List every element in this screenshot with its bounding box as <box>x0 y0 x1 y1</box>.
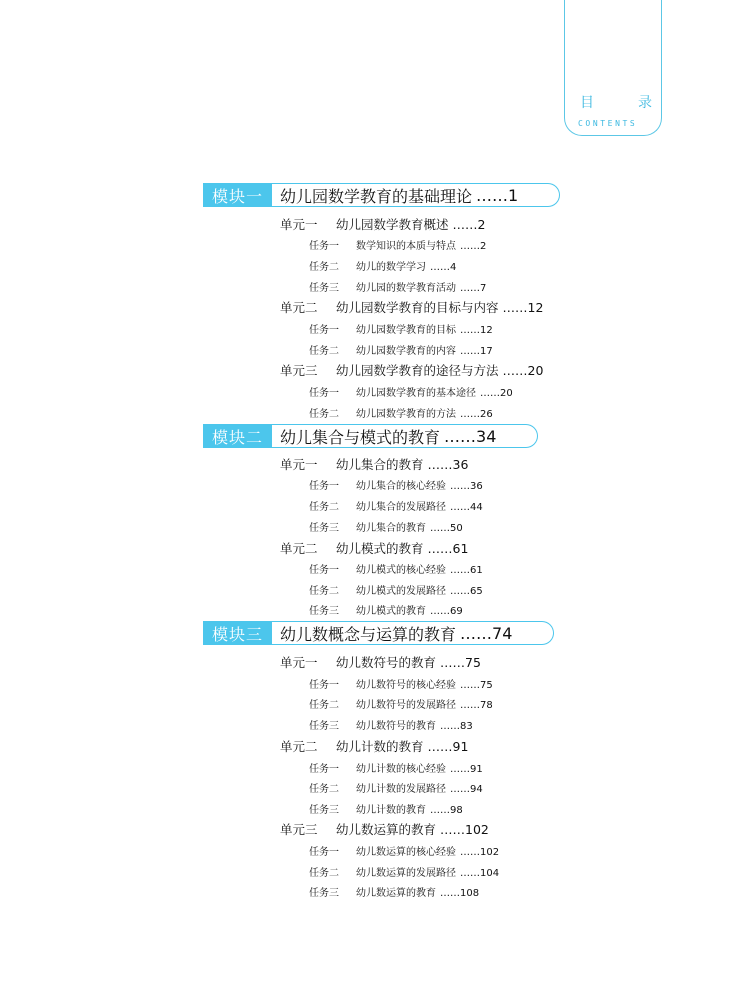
unit-page: ……20 <box>502 363 544 378</box>
task-label: 任务二 <box>309 502 339 513</box>
toc-unit[interactable] <box>280 653 481 671</box>
task-label: 任务二 <box>309 784 339 795</box>
unit-label: 单元三 <box>280 363 318 378</box>
toc-task[interactable] <box>309 561 483 576</box>
task-title: 幼儿数符号的教育 <box>356 721 436 732</box>
task-title: 数学知识的本质与特点 <box>356 241 456 252</box>
task-title: 幼儿数运算的教育 <box>356 888 436 899</box>
unit-page: ……12 <box>502 300 544 315</box>
contents-title-right: 录 <box>638 95 652 111</box>
toc-task[interactable] <box>309 477 483 492</box>
task-title: 幼儿计数的教育 <box>356 805 426 816</box>
task-title: 幼儿数运算的发展路径 <box>356 868 456 879</box>
module-label: 模块二 <box>203 424 272 448</box>
task-title: 幼儿集合的教育 <box>356 523 426 534</box>
task-page: ……78 <box>460 700 493 711</box>
toc-task[interactable] <box>309 279 486 294</box>
task-label: 任务二 <box>309 409 339 420</box>
task-page: ……7 <box>460 283 487 294</box>
unit-label: 单元二 <box>280 739 318 754</box>
task-page: ……36 <box>450 481 483 492</box>
module-label: 模块一 <box>203 183 272 207</box>
task-page: ……26 <box>460 409 493 420</box>
task-page: ……102 <box>460 847 500 858</box>
task-label: 任务三 <box>309 888 339 899</box>
contents-title <box>580 92 652 112</box>
toc-task[interactable] <box>309 884 479 899</box>
unit-label: 单元二 <box>280 541 318 556</box>
unit-label: 单元一 <box>280 217 318 232</box>
unit-title: 幼儿园数学教育的目标与内容 <box>336 300 499 315</box>
task-page: ……65 <box>450 586 483 597</box>
task-label: 任务一 <box>309 680 339 691</box>
task-label: 任务二 <box>309 346 339 357</box>
task-label: 任务二 <box>309 700 339 711</box>
toc-task[interactable] <box>309 676 493 691</box>
task-label: 任务一 <box>309 325 339 336</box>
module-title-text: 幼儿集合与模式的教育 <box>280 427 441 447</box>
task-title: 幼儿园的数学教育活动 <box>356 283 456 294</box>
task-title: 幼儿数符号的核心经验 <box>356 680 456 691</box>
toc-task[interactable] <box>309 405 493 420</box>
toc-unit[interactable] <box>280 737 468 755</box>
task-label: 任务一 <box>309 241 339 252</box>
task-page: ……94 <box>450 784 483 795</box>
toc-task[interactable] <box>309 321 493 336</box>
toc-unit[interactable] <box>280 361 543 379</box>
unit-label: 单元一 <box>280 655 318 670</box>
unit-title: 幼儿数符号的教育 <box>336 655 437 670</box>
toc-task[interactable] <box>309 864 499 879</box>
toc-unit[interactable] <box>280 820 489 838</box>
unit-page: ……91 <box>427 739 469 754</box>
task-title: 幼儿园数学教育的内容 <box>356 346 456 357</box>
task-title: 幼儿模式的教育 <box>356 606 426 617</box>
task-label: 任务二 <box>309 586 339 597</box>
task-page: ……69 <box>430 606 463 617</box>
task-label: 任务一 <box>309 388 339 399</box>
task-page: ……91 <box>450 764 483 775</box>
toc-task[interactable] <box>309 780 483 795</box>
unit-label: 单元二 <box>280 300 318 315</box>
toc-module[interactable] <box>203 183 560 207</box>
contents-header-tab <box>564 0 662 136</box>
unit-page: ……75 <box>440 655 481 670</box>
task-label: 任务三 <box>309 283 339 294</box>
task-label: 任务一 <box>309 847 339 858</box>
task-page: ……12 <box>460 325 493 336</box>
module-title <box>272 183 560 207</box>
task-label: 任务一 <box>309 481 339 492</box>
task-page: ……108 <box>440 888 480 899</box>
task-title: 幼儿模式的核心经验 <box>356 565 446 576</box>
unit-title: 幼儿数运算的教育 <box>336 822 437 837</box>
toc-unit[interactable] <box>280 215 485 233</box>
task-label: 任务二 <box>309 262 339 273</box>
toc-module[interactable] <box>203 424 538 448</box>
task-page: ……4 <box>430 262 457 273</box>
task-title: 幼儿数符号的发展路径 <box>356 700 456 711</box>
unit-title: 幼儿园数学教育的途径与方法 <box>336 363 499 378</box>
unit-page: ……102 <box>440 822 489 837</box>
toc-module[interactable] <box>203 621 554 645</box>
task-label: 任务一 <box>309 565 339 576</box>
task-title: 幼儿数运算的核心经验 <box>356 847 456 858</box>
toc-task[interactable] <box>309 498 483 513</box>
task-label: 任务三 <box>309 721 339 732</box>
task-page: ……2 <box>460 241 487 252</box>
task-page: ……17 <box>460 346 493 357</box>
toc-task[interactable] <box>309 717 473 732</box>
task-page: ……20 <box>480 388 513 399</box>
toc-task[interactable] <box>309 258 456 273</box>
task-label: 任务二 <box>309 868 339 879</box>
task-title: 幼儿园数学教育的基本途径 <box>356 388 476 399</box>
task-title: 幼儿园数学教育的目标 <box>356 325 456 336</box>
unit-title: 幼儿园数学教育概述 <box>336 217 449 232</box>
toc-task[interactable] <box>309 342 493 357</box>
task-page: ……83 <box>440 721 473 732</box>
module-title <box>272 621 554 645</box>
toc-task[interactable] <box>309 801 463 816</box>
module-label: 模块三 <box>203 621 272 645</box>
task-page: ……50 <box>430 523 463 534</box>
contents-title-left: 目 <box>580 95 594 111</box>
module-title-text: 幼儿数概念与运算的教育 <box>280 624 457 644</box>
task-page: ……104 <box>460 868 500 879</box>
task-label: 任务三 <box>309 523 339 534</box>
task-title: 幼儿计数的发展路径 <box>356 784 446 795</box>
toc-task[interactable] <box>309 582 483 597</box>
module-title-text: 幼儿园数学教育的基础理论 <box>280 186 473 206</box>
unit-label: 单元三 <box>280 822 318 837</box>
task-page: ……61 <box>450 565 483 576</box>
task-title: 幼儿集合的发展路径 <box>356 502 446 513</box>
unit-title: 幼儿计数的教育 <box>336 739 424 754</box>
task-page: ……75 <box>460 680 493 691</box>
toc-task[interactable] <box>309 760 483 775</box>
task-page: ……44 <box>450 502 483 513</box>
task-label: 任务三 <box>309 606 339 617</box>
task-title: 幼儿模式的发展路径 <box>356 586 446 597</box>
toc-unit[interactable] <box>280 539 468 557</box>
toc-task[interactable] <box>309 237 486 252</box>
toc-unit[interactable] <box>280 455 468 473</box>
toc-task[interactable] <box>309 384 513 399</box>
toc-task[interactable] <box>309 602 463 617</box>
task-label: 任务三 <box>309 805 339 816</box>
module-page: ……1 <box>476 185 519 205</box>
unit-page: ……2 <box>452 217 486 232</box>
contents-subtitle: CONTENTS <box>578 119 638 128</box>
module-page: ……74 <box>460 623 513 643</box>
task-label: 任务一 <box>309 764 339 775</box>
unit-title: 幼儿模式的教育 <box>336 541 424 556</box>
unit-title: 幼儿集合的教育 <box>336 457 424 472</box>
task-title: 幼儿的数学学习 <box>356 262 426 273</box>
unit-label: 单元一 <box>280 457 318 472</box>
toc-task[interactable] <box>309 696 493 711</box>
module-page: ……34 <box>444 426 497 446</box>
task-title: 幼儿计数的核心经验 <box>356 764 446 775</box>
toc-task[interactable] <box>309 519 463 534</box>
unit-page: ……61 <box>427 541 469 556</box>
module-title <box>272 424 538 448</box>
unit-page: ……36 <box>427 457 469 472</box>
task-title: 幼儿集合的核心经验 <box>356 481 446 492</box>
toc-unit[interactable] <box>280 298 543 316</box>
task-title: 幼儿园数学教育的方法 <box>356 409 456 420</box>
task-page: ……98 <box>430 805 463 816</box>
toc-task[interactable] <box>309 843 499 858</box>
